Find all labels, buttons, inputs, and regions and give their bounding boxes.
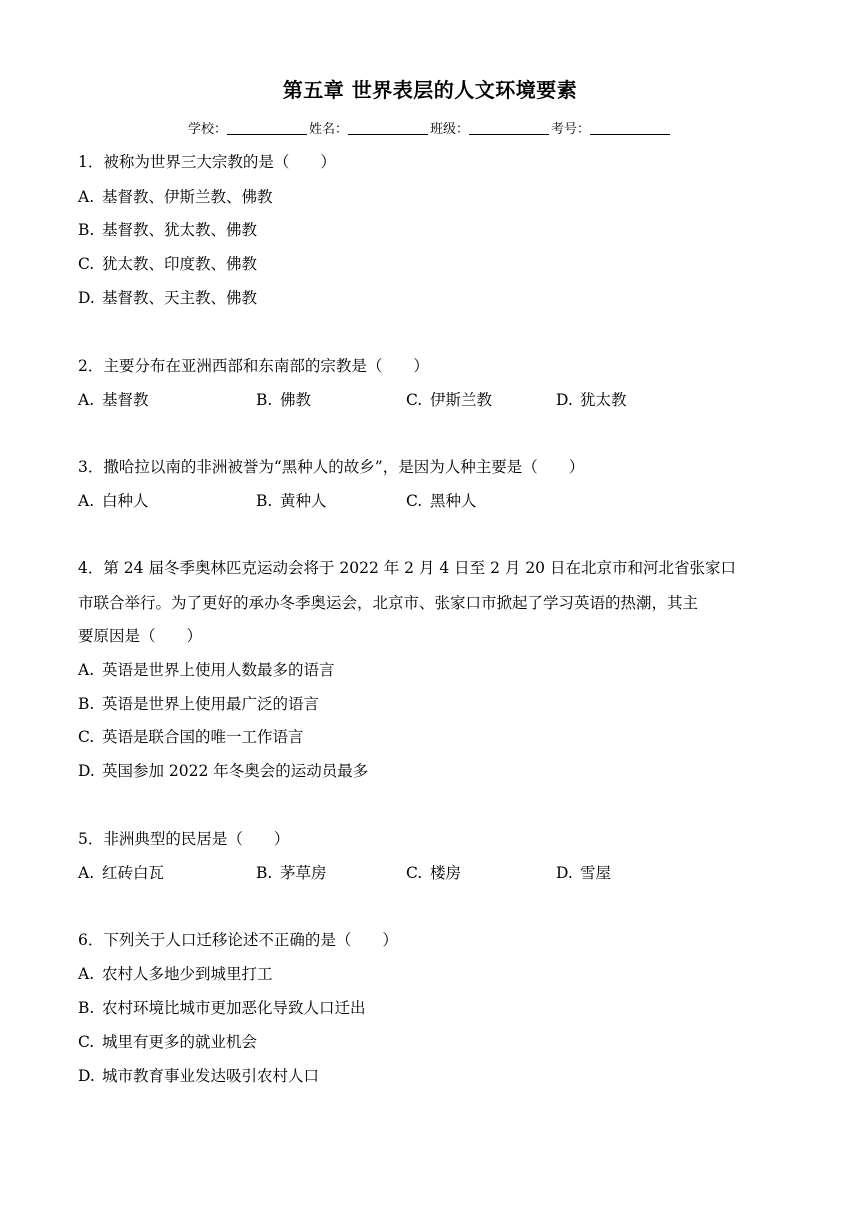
option-letter: C. [78, 728, 95, 746]
school-label: 学校： [187, 122, 227, 137]
option-text: 英国参加 2022 年冬奥会的运动员最多 [102, 762, 369, 780]
option-letter: A. [78, 965, 95, 983]
question-4-stem-line-2: 市联合举行。为了更好的承办冬季奥运会，北京市、张家口市掀起了学习英语的热潮，其主 [78, 594, 699, 612]
option-text: 红砖白瓦 [102, 864, 165, 882]
question-1-stem: 1．被称为世界三大宗教的是（ ） [78, 153, 336, 171]
option-text: 基督教、伊斯兰教、佛教 [102, 188, 273, 206]
option-letter: B. [78, 221, 95, 239]
option-text: 农村人多地少到城里打工 [102, 965, 273, 983]
option-text: 黑种人 [430, 492, 477, 510]
option-text: 茅草房 [280, 864, 327, 882]
question-1-option-c[interactable] [78, 252, 257, 274]
page-title: 第五章 世界表层的人文环境要素 [282, 78, 578, 102]
exam-number-blank[interactable] [590, 122, 670, 135]
question-4-option-c[interactable] [78, 725, 304, 747]
option-text: 基督教、天主教、佛教 [102, 289, 258, 307]
question-2-option-c[interactable] [406, 388, 492, 410]
question-1-option-a[interactable] [78, 185, 273, 207]
option-letter: D. [556, 391, 573, 409]
question-4-option-d[interactable] [78, 759, 368, 781]
option-text: 城市教育事业发达吸引农村人口 [102, 1067, 320, 1085]
question-1-option-d[interactable] [78, 286, 257, 308]
option-letter: C. [406, 492, 423, 510]
option-letter: B. [78, 695, 95, 713]
option-text: 黄种人 [280, 492, 327, 510]
question-3-option-c[interactable] [406, 489, 477, 511]
option-letter: D. [78, 1067, 95, 1085]
option-text: 楼房 [430, 864, 462, 882]
question-5-option-c[interactable] [406, 861, 461, 883]
option-letter: D. [556, 864, 573, 882]
name-label: 姓名： [308, 122, 348, 137]
option-letter: D. [78, 289, 95, 307]
question-4-option-b[interactable] [78, 692, 319, 714]
option-letter: A. [78, 864, 95, 882]
question-6-option-d[interactable] [78, 1064, 319, 1086]
option-letter: B. [256, 864, 273, 882]
class-label: 班级： [430, 122, 470, 137]
option-letter: C. [78, 255, 95, 273]
option-text: 白种人 [102, 492, 149, 510]
option-letter: C. [406, 391, 423, 409]
option-letter: B. [78, 999, 95, 1017]
option-text: 基督教 [102, 391, 149, 409]
option-text: 城里有更多的就业机会 [102, 1033, 258, 1051]
question-4-stem-line-3: 要原因是（ ） [78, 627, 203, 645]
class-blank[interactable] [469, 122, 549, 135]
option-text: 犹太教、印度教、佛教 [102, 255, 258, 273]
option-text: 农村环境比城市更加恶化导致人口迁出 [102, 999, 366, 1017]
option-letter: D. [78, 762, 95, 780]
question-2-option-d[interactable] [556, 388, 627, 410]
option-text: 犹太教 [580, 391, 627, 409]
option-text: 雪屋 [580, 864, 612, 882]
option-text: 英语是世界上使用人数最多的语言 [102, 661, 335, 679]
question-2-option-a[interactable] [78, 388, 149, 410]
option-text: 伊斯兰教 [430, 391, 493, 409]
question-2-stem: 2．主要分布在亚洲西部和东南部的宗教是（ ） [78, 357, 429, 375]
option-letter: B. [256, 391, 273, 409]
student-info-line [0, 118, 860, 137]
school-blank[interactable] [227, 122, 307, 135]
question-4-stem-line-1: 4．第 24 届冬季奥林匹克运动会将于 2022 年 2 月 4 日至 2 月 20 日在北京市和河北省张家口 [78, 559, 736, 577]
question-3-option-a[interactable] [78, 489, 149, 511]
question-3-stem: 3．撒哈拉以南的非洲被誉为“黑种人的故乡”，是因为人种主要是（ ） [78, 458, 585, 476]
question-6-option-b[interactable] [78, 996, 366, 1018]
question-6-option-c[interactable] [78, 1030, 257, 1052]
option-text: 英语是世界上使用最广泛的语言 [102, 695, 320, 713]
option-letter: C. [78, 1033, 95, 1051]
question-3-option-b[interactable] [256, 489, 327, 511]
option-letter: C. [406, 864, 423, 882]
option-letter: A. [78, 661, 95, 679]
name-blank[interactable] [348, 122, 428, 135]
question-5-option-a[interactable] [78, 861, 164, 883]
option-text: 佛教 [280, 391, 312, 409]
exam-number-label: 考号： [551, 122, 591, 137]
question-2-option-b[interactable] [256, 388, 311, 410]
question-6-stem: 6．下列关于人口迁移论述不正确的是（ ） [78, 931, 398, 949]
question-6-option-a[interactable] [78, 962, 273, 984]
option-text: 英语是联合国的唯一工作语言 [102, 728, 304, 746]
option-text: 基督教、犹太教、佛教 [102, 221, 258, 239]
question-5-option-b[interactable] [256, 861, 327, 883]
option-letter: A. [78, 391, 95, 409]
option-letter: B. [256, 492, 273, 510]
option-letter: A. [78, 188, 95, 206]
question-5-stem: 5．非洲典型的民居是（ ） [78, 830, 290, 848]
question-1-option-b[interactable] [78, 218, 257, 240]
question-5-option-d[interactable] [556, 861, 611, 883]
question-4-option-a[interactable] [78, 658, 335, 680]
option-letter: A. [78, 492, 95, 510]
